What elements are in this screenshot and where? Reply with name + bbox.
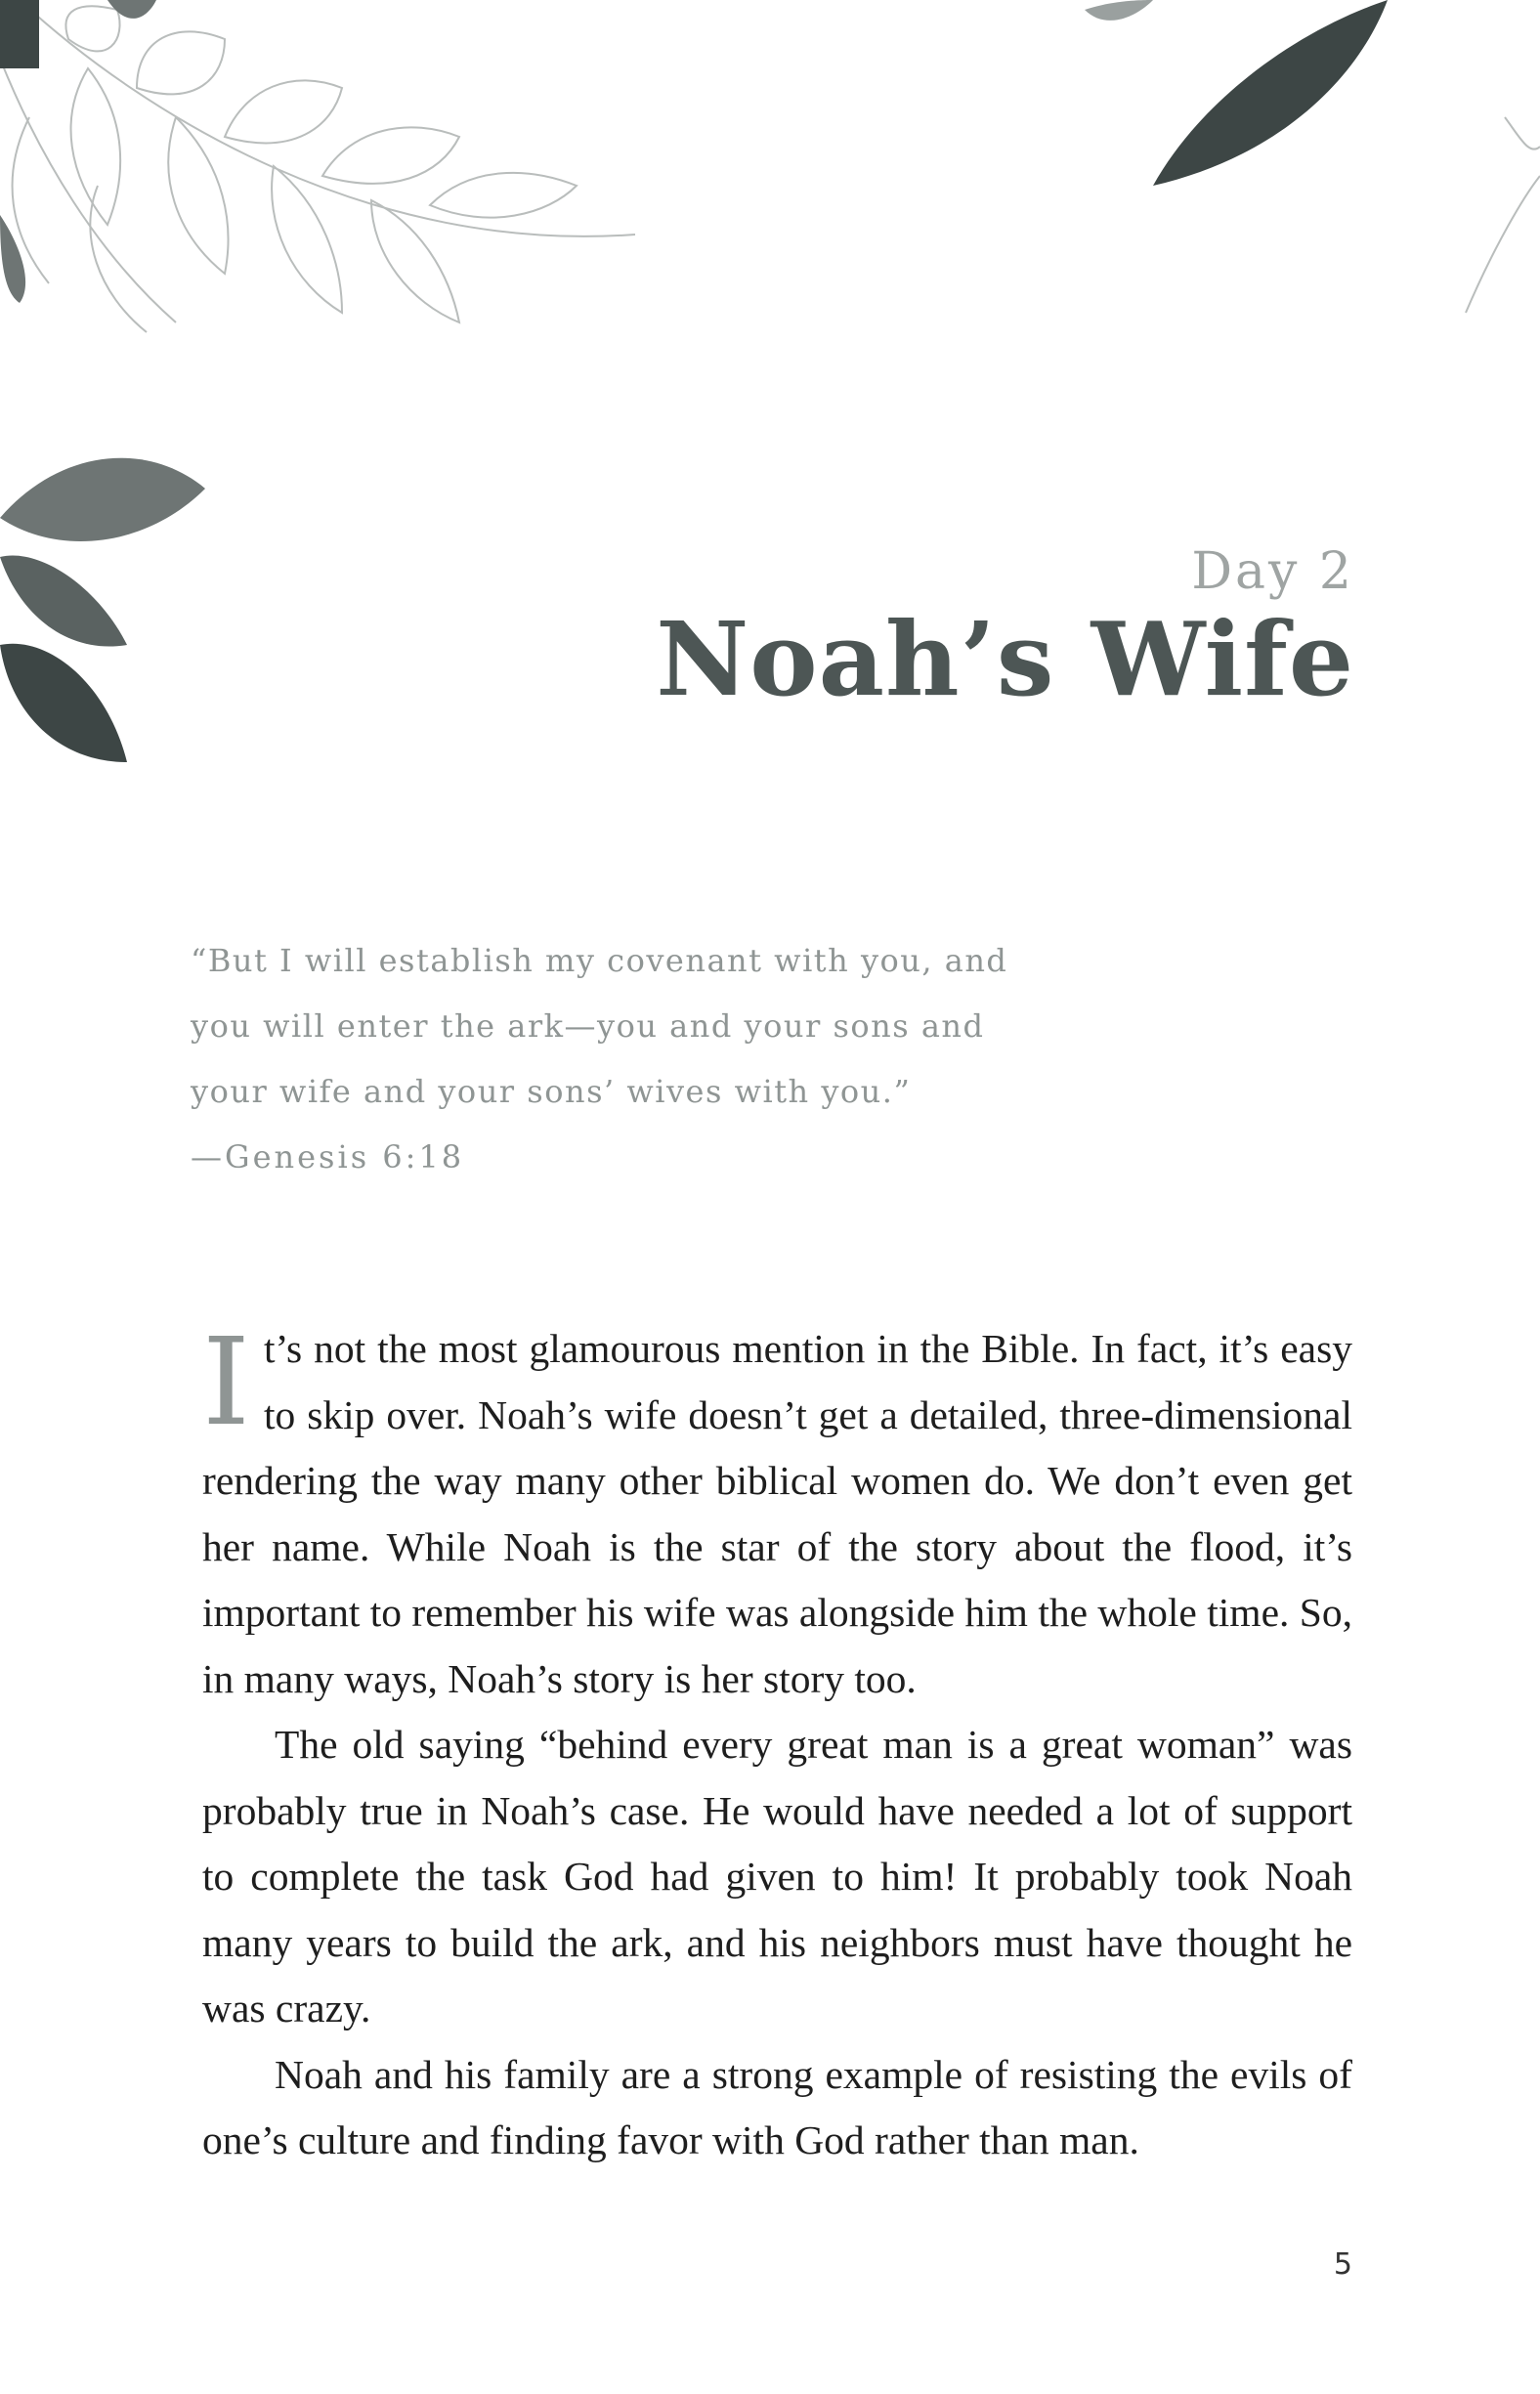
- drop-cap: I: [202, 1312, 250, 1453]
- scripture-quote: [191, 928, 1090, 1190]
- fern-outline-graphic: [0, 0, 635, 332]
- verse-line: you will enter the ark—you and your sons and: [191, 1007, 985, 1045]
- verse-line: “But I will establish my covenant with you, and: [191, 942, 1008, 979]
- paragraph: [202, 1312, 1352, 1712]
- paragraph: The old saying “behind every great man is a great woman” was probably true in Noah’s case. He would have needed a lot of support to complete the task God had given to him! It probably took Noah many years to build the ark, and his neighbors must have thought he was crazy.: [202, 1722, 1352, 2031]
- page-number: 5: [1333, 2247, 1352, 2282]
- page-title: Noah’s Wife: [656, 599, 1354, 719]
- verse-line: your wife and your sons’ wives with you.”: [191, 1073, 912, 1110]
- body-text: [202, 1312, 1352, 2174]
- stem-outline-graphic: [1466, 117, 1540, 313]
- paragraph-text: t’s not the most glamourous mention in the Bible. In fact, it’s easy to skip over. Noah’s wife doesn’t get a detailed, three-dimensional rendering the way many other biblical women do. We don’t even get her name. While Noah is the star of the story about the flood, it’s important to remember his wife was alongside him the whole time. So, in many ways, Noah’s story is her story too.: [202, 1326, 1352, 1701]
- chapter-heading: [656, 542, 1354, 718]
- day-label: Day 2: [1191, 542, 1354, 601]
- verse-reference: —Genesis 6:18: [191, 1138, 465, 1176]
- paragraph: Noah and his family are a strong example of resisting the evils of one’s culture and finding favor with God rather than man.: [202, 2051, 1352, 2162]
